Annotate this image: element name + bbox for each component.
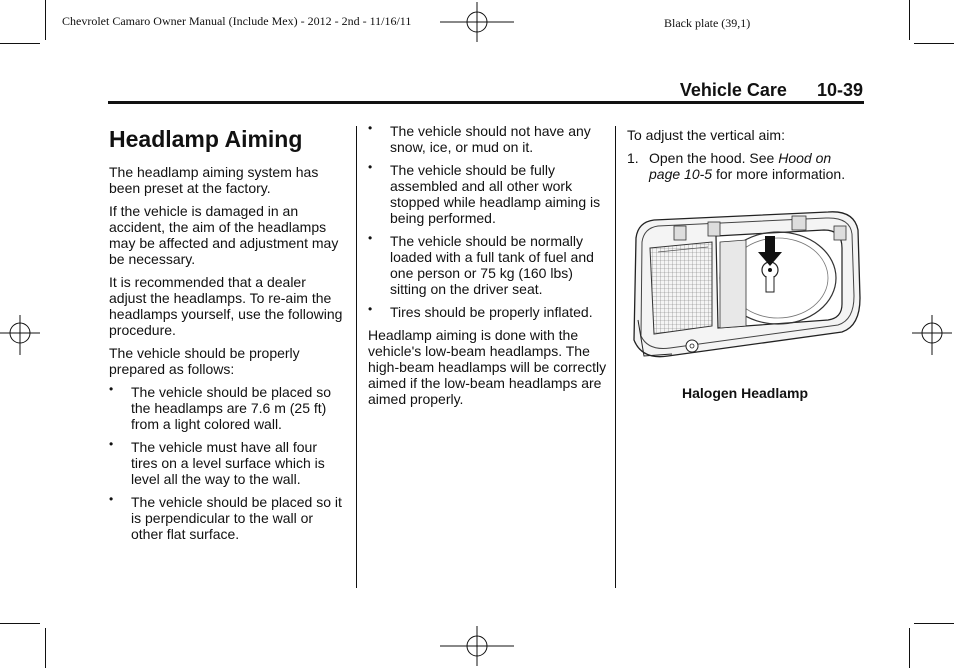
column-1 bbox=[109, 126, 345, 549]
registration-mark-left bbox=[0, 315, 40, 355]
list-item-text: The vehicle should not have any snow, ice, or mud on it. bbox=[390, 123, 591, 155]
list-item bbox=[368, 304, 608, 320]
list-item-text: The vehicle should be normally loaded with a full tank of fuel and one person or 75 kg (160 lbs) sitting on the driver seat. bbox=[390, 233, 594, 297]
header-rule bbox=[108, 101, 864, 104]
list-item-text: Tires should be properly inflated. bbox=[390, 304, 593, 320]
crop-mark bbox=[0, 43, 40, 44]
paragraph: The headlamp aiming system has been preset at the factory. bbox=[109, 164, 319, 196]
bullet-glyph: • bbox=[109, 382, 114, 396]
bullet-glyph: • bbox=[368, 302, 373, 316]
list-item bbox=[368, 233, 608, 297]
bullet-glyph: • bbox=[109, 492, 114, 506]
bullet-glyph: • bbox=[109, 437, 114, 451]
list-item bbox=[109, 494, 345, 542]
step-1 bbox=[627, 150, 863, 182]
bullet-list bbox=[109, 384, 345, 542]
hood-reference-link[interactable]: Hood on page 10-5 bbox=[649, 150, 832, 182]
halogen-headlamp-illustration bbox=[628, 208, 864, 368]
list-item bbox=[368, 123, 608, 155]
paragraph: Headlamp aiming is done with the vehicle's low-beam headlamps. The high-beam headlamps will be correctly aimed if the low-beam headlamps are aimed properly. bbox=[368, 327, 607, 407]
running-head: Chevrolet Camaro Owner Manual (Include Mex) - 2012 - 2nd - 11/16/11 bbox=[62, 14, 412, 28]
crop-mark bbox=[45, 628, 46, 668]
paragraph: The vehicle should be properly prepared as follows: bbox=[109, 345, 300, 377]
step-text: Open the hood. See bbox=[649, 150, 779, 166]
page-title: Headlamp Aiming bbox=[109, 126, 303, 152]
crop-mark bbox=[909, 0, 910, 40]
list-item-text: The vehicle should be placed so it is perpendicular to the wall or other flat surface. bbox=[131, 494, 342, 542]
figure-caption: Halogen Headlamp bbox=[681, 385, 809, 401]
list-item-text: The vehicle should be placed so the headlamps are 7.6 m (25 ft) from a light colored wall. bbox=[131, 384, 332, 432]
crop-mark bbox=[0, 623, 40, 624]
step-text: for more information. bbox=[712, 166, 846, 182]
column-3 bbox=[627, 127, 863, 182]
registration-mark-right bbox=[912, 315, 952, 355]
bullet-glyph: • bbox=[368, 121, 373, 135]
paragraph: If the vehicle is damaged in an accident, the aim of the headlamps may be affected and adjustment may be necessary. bbox=[109, 203, 339, 267]
list-item bbox=[109, 384, 345, 432]
list-item bbox=[368, 162, 608, 226]
column-divider bbox=[615, 126, 616, 588]
column-divider bbox=[356, 126, 357, 588]
list-item bbox=[109, 439, 345, 487]
column-2 bbox=[368, 123, 608, 414]
section-name: Vehicle Care bbox=[679, 80, 787, 100]
crop-mark bbox=[914, 43, 954, 44]
registration-mark-top bbox=[440, 2, 514, 42]
step-number: 1. bbox=[627, 150, 639, 166]
list-item-text: The vehicle must have all four tires on a level surface which is level all the way to the wall. bbox=[131, 439, 325, 487]
bullet-glyph: • bbox=[368, 160, 373, 174]
list-item-text: The vehicle should be fully assembled and all other work stopped while headlamp aiming is being performed. bbox=[390, 162, 601, 226]
crop-mark bbox=[914, 623, 954, 624]
paragraph: To adjust the vertical aim: bbox=[627, 127, 785, 143]
page-number: 10-39 bbox=[816, 80, 863, 100]
plate-label: Black plate (39,1) bbox=[664, 16, 751, 30]
registration-mark-bottom bbox=[440, 626, 514, 666]
paragraph: It is recommended that a dealer adjust the headlamps. To re-aim the headlamps yourself, use the following procedure. bbox=[109, 274, 343, 338]
crop-mark bbox=[45, 0, 46, 40]
bullet-list bbox=[368, 123, 608, 320]
bullet-glyph: • bbox=[368, 231, 373, 245]
crop-mark bbox=[909, 628, 910, 668]
section-header bbox=[620, 80, 863, 101]
